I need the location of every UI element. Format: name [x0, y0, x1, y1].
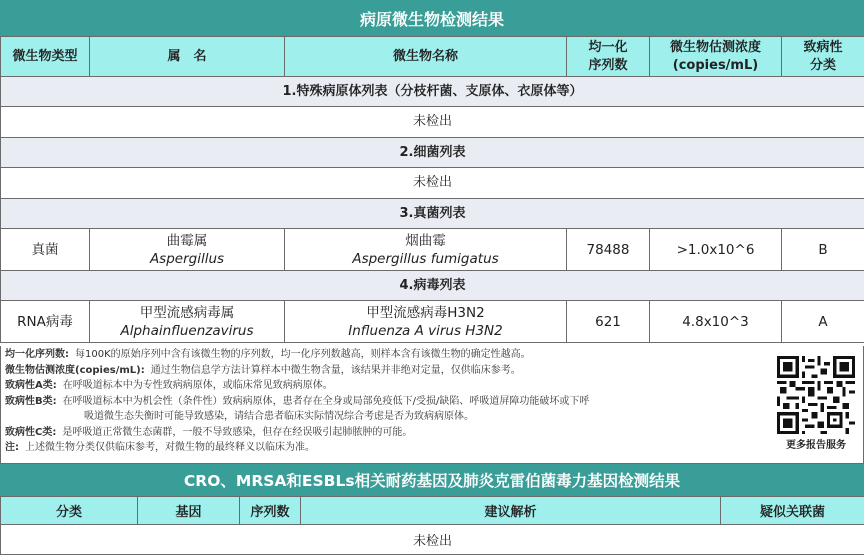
- cell-name: 烟曲霉 Aspergillus fumigatus: [285, 229, 567, 271]
- table-row: [1, 229, 864, 271]
- header-genus: 属 名: [90, 37, 285, 77]
- cell-concentration: 4.8x10^3: [650, 301, 782, 343]
- section-bacteria-result: 未检出: [1, 168, 864, 199]
- table-header-row: [1, 37, 864, 77]
- qr-label: 更多报告服务: [786, 440, 846, 451]
- pathogen-table: [0, 36, 864, 343]
- cell-type: RNA病毒: [1, 301, 90, 343]
- header-reads: 均一化 序列数: [567, 37, 650, 77]
- note-disclaimer: 注: 上述微生物分类仅供临床参考，对微生物的最终释义以临床为准。: [5, 442, 315, 453]
- cell-name: 甲型流感病毒H3N2 Influenza A virus H3N2: [285, 301, 567, 343]
- cell-genus: 甲型流感病毒属 Alphainfluenzavirus: [90, 301, 285, 343]
- cell-pathogenicity: A: [782, 301, 864, 343]
- section2-title: CRO、MRSA和ESBLs相关耐药基因及肺炎克雷伯菌毒力基因检测结果: [0, 464, 864, 496]
- header-category: 分类: [1, 497, 138, 525]
- note-class-b-cont: 吸道微生态失衡时可能导致感染，请结合患者临床实际情况综合考虑是否为致病病原体。: [84, 411, 474, 422]
- note-class-a: 致病性A类: 在呼吸道标本中为专性致病病原体，或临床常见致病病原体。: [5, 380, 333, 391]
- cell-reads: 621: [567, 301, 650, 343]
- header-type: 微生物类型: [1, 37, 90, 77]
- header-advice: 建议解析: [301, 497, 721, 525]
- cell-type: 真菌: [1, 229, 90, 271]
- section-virus: 4.病毒列表: [1, 271, 864, 301]
- qr-code-icon[interactable]: [777, 356, 855, 434]
- header-concentration: 微生物估测浓度 (copies/mL): [650, 37, 782, 77]
- section-special-pathogens: 1.特殊病原体列表（分枝杆菌、支原体、衣原体等）: [1, 77, 864, 107]
- header-pathogenicity: 致病性 分类: [782, 37, 864, 77]
- note-class-c: 致病性C类: 是呼吸道正常微生态菌群，一般不导致感染，但存在经误吸引起肺脓肿的可能。: [5, 426, 413, 438]
- cell-genus: 曲霉属 Aspergillus: [90, 229, 285, 271]
- header-gene-reads: 序列数: [240, 497, 301, 525]
- header-name: 微生物名称: [285, 37, 567, 77]
- footnotes: [0, 346, 864, 464]
- resistance-gene-table: [0, 496, 864, 555]
- report-title: 病原微生物检测结果: [0, 0, 864, 36]
- table-row: [1, 525, 864, 555]
- section-bacteria: 2.细菌列表: [1, 138, 864, 168]
- note-reads: 均一化序列数: 每100K的原始序列中含有该微生物的序列数，均一化序列数越高，则样本含有该微生物的确定性越高。: [5, 349, 531, 360]
- header-gene: 基因: [138, 497, 240, 525]
- section2-result: 未检出: [1, 525, 864, 555]
- cell-pathogenicity: B: [782, 229, 864, 271]
- note-class-b: 致病性B类: 在呼吸道标本中为机会性（条件性）致病病原体，患者存在全身或局部免疫低下/受损/缺陷、呼吸道屏障功能破坏或下呼: [5, 395, 590, 407]
- cell-reads: 78488: [567, 229, 650, 271]
- table-header-row: [1, 497, 864, 525]
- cell-concentration: >1.0x10^6: [650, 229, 782, 271]
- table-row: [1, 301, 864, 343]
- section-fungi: 3.真菌列表: [1, 199, 864, 229]
- note-concentration: 微生物估测浓度(copies/mL): 通过生物信息学方法计算样本中微生物含量，该结果并非绝对定量，仅供临床参考。: [5, 364, 521, 376]
- header-related-bacteria: 疑似关联菌: [721, 497, 864, 525]
- section-special-result: 未检出: [1, 107, 864, 138]
